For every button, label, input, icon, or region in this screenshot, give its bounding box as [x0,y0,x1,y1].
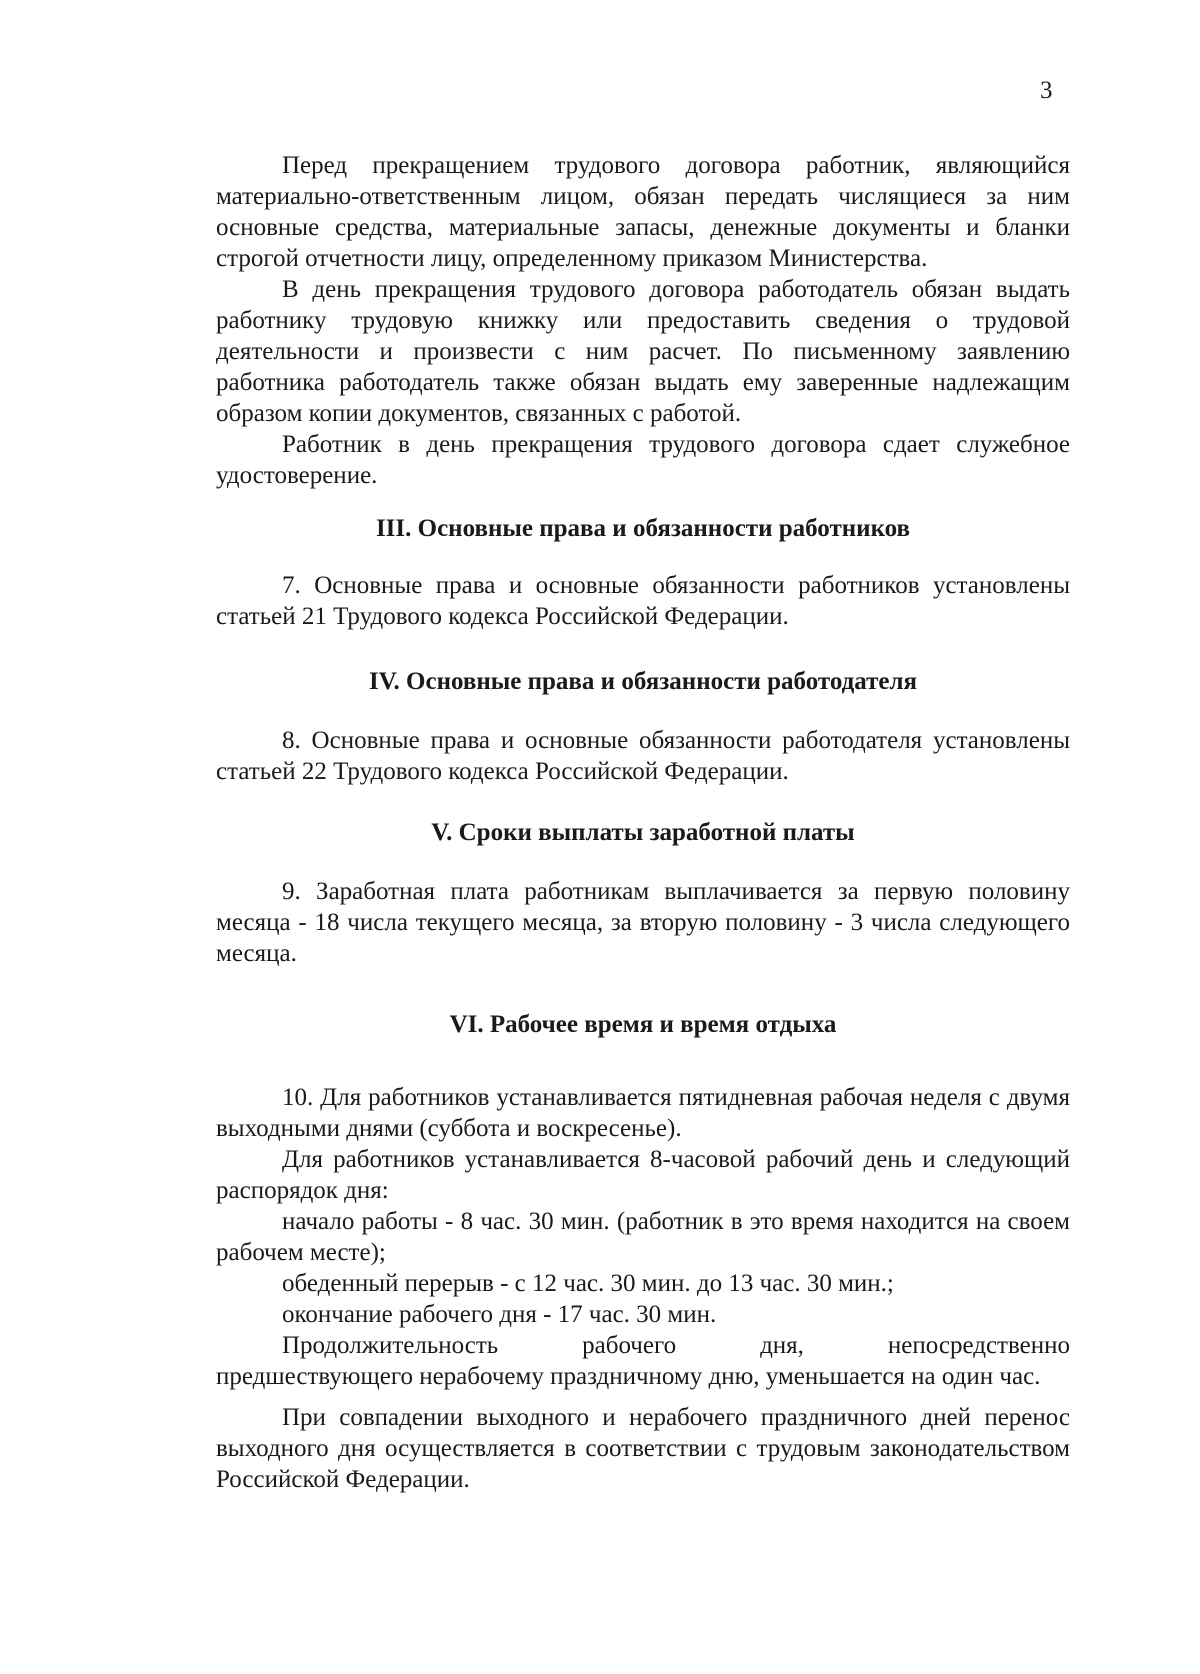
page-number: 3 [1040,77,1053,104]
paragraph-id-return: Работник в день прекращения трудового договора сдает служебное удостоверение. [216,431,1070,489]
section-6-heading: VI. Рабочее время и время отдыха [449,1011,837,1038]
paragraph-work-start: начало работы - 8 час. 30 мин. (работник в это время находится на своем рабочем месте); [216,1208,1070,1266]
paragraph-pre-holiday-line1: Продолжительность рабочего дня, непосредственно [282,1332,1070,1359]
paragraph-working-hours: Для работников устанавливается 8-часовой рабочий день и следующий распорядок дня: [216,1146,1070,1204]
paragraph-10: 10. Для работников устанавливается пятидневная рабочая неделя с двумя выходными днями (суббота и воскресенье). [216,1084,1070,1142]
section-4-heading: IV. Основные права и обязанности работодателя [368,668,918,695]
paragraph-lunch-break: обеденный перерыв - с 12 час. 30 мин. до 13 час. 30 мин.; [282,1270,894,1297]
paragraph-pre-holiday-rest: предшествующего нерабочему праздничному дню, уменьшается на один час. [216,1363,1041,1390]
paragraph-termination-day: В день прекращения трудового договора работодатель обязан выдать работнику трудовую книжку или предоставить сведения о трудовой деятельности и произвести с ним расчет. По письменному заявлению работника работодатель также обязан выдать ему заверенные надлежащим образом копии документов, связанных с работой. [216,276,1070,427]
paragraph-day-off-transfer: При совпадении выходного и нерабочего праздничного дней перенос выходного дня осуществляется в соответствии с трудовым законодательством Российской Федерации. [216,1404,1070,1493]
section-3-heading: III. Основные права и обязанности работников [375,515,911,542]
paragraph-work-end: окончание рабочего дня - 17 час. 30 мин. [282,1301,717,1328]
paragraph-handover: Перед прекращением трудового договора работник, являющийся материально-ответственным лицом, обязан передать числящиеся за ним основные средства, материальные запасы, денежные документы и бланки строгой отчетности лицу, определенному приказом Министерства. [216,152,1070,272]
document-body [216,150,1070,1495]
paragraph-9: 9. Заработная плата работникам выплачивается за первую половину месяца - 18 числа текущего месяца, за вторую половину - 3 числа следующего месяца. [216,878,1070,967]
paragraph-8: 8. Основные права и основные обязанности работодателя установлены статьей 22 Трудового кодекса Российской Федерации. [216,727,1070,785]
paragraph-7: 7. Основные права и основные обязанности работников установлены статьей 21 Трудового кодекса Российской Федерации. [216,572,1070,630]
section-5-heading: V. Сроки выплаты заработной платы [431,819,855,846]
